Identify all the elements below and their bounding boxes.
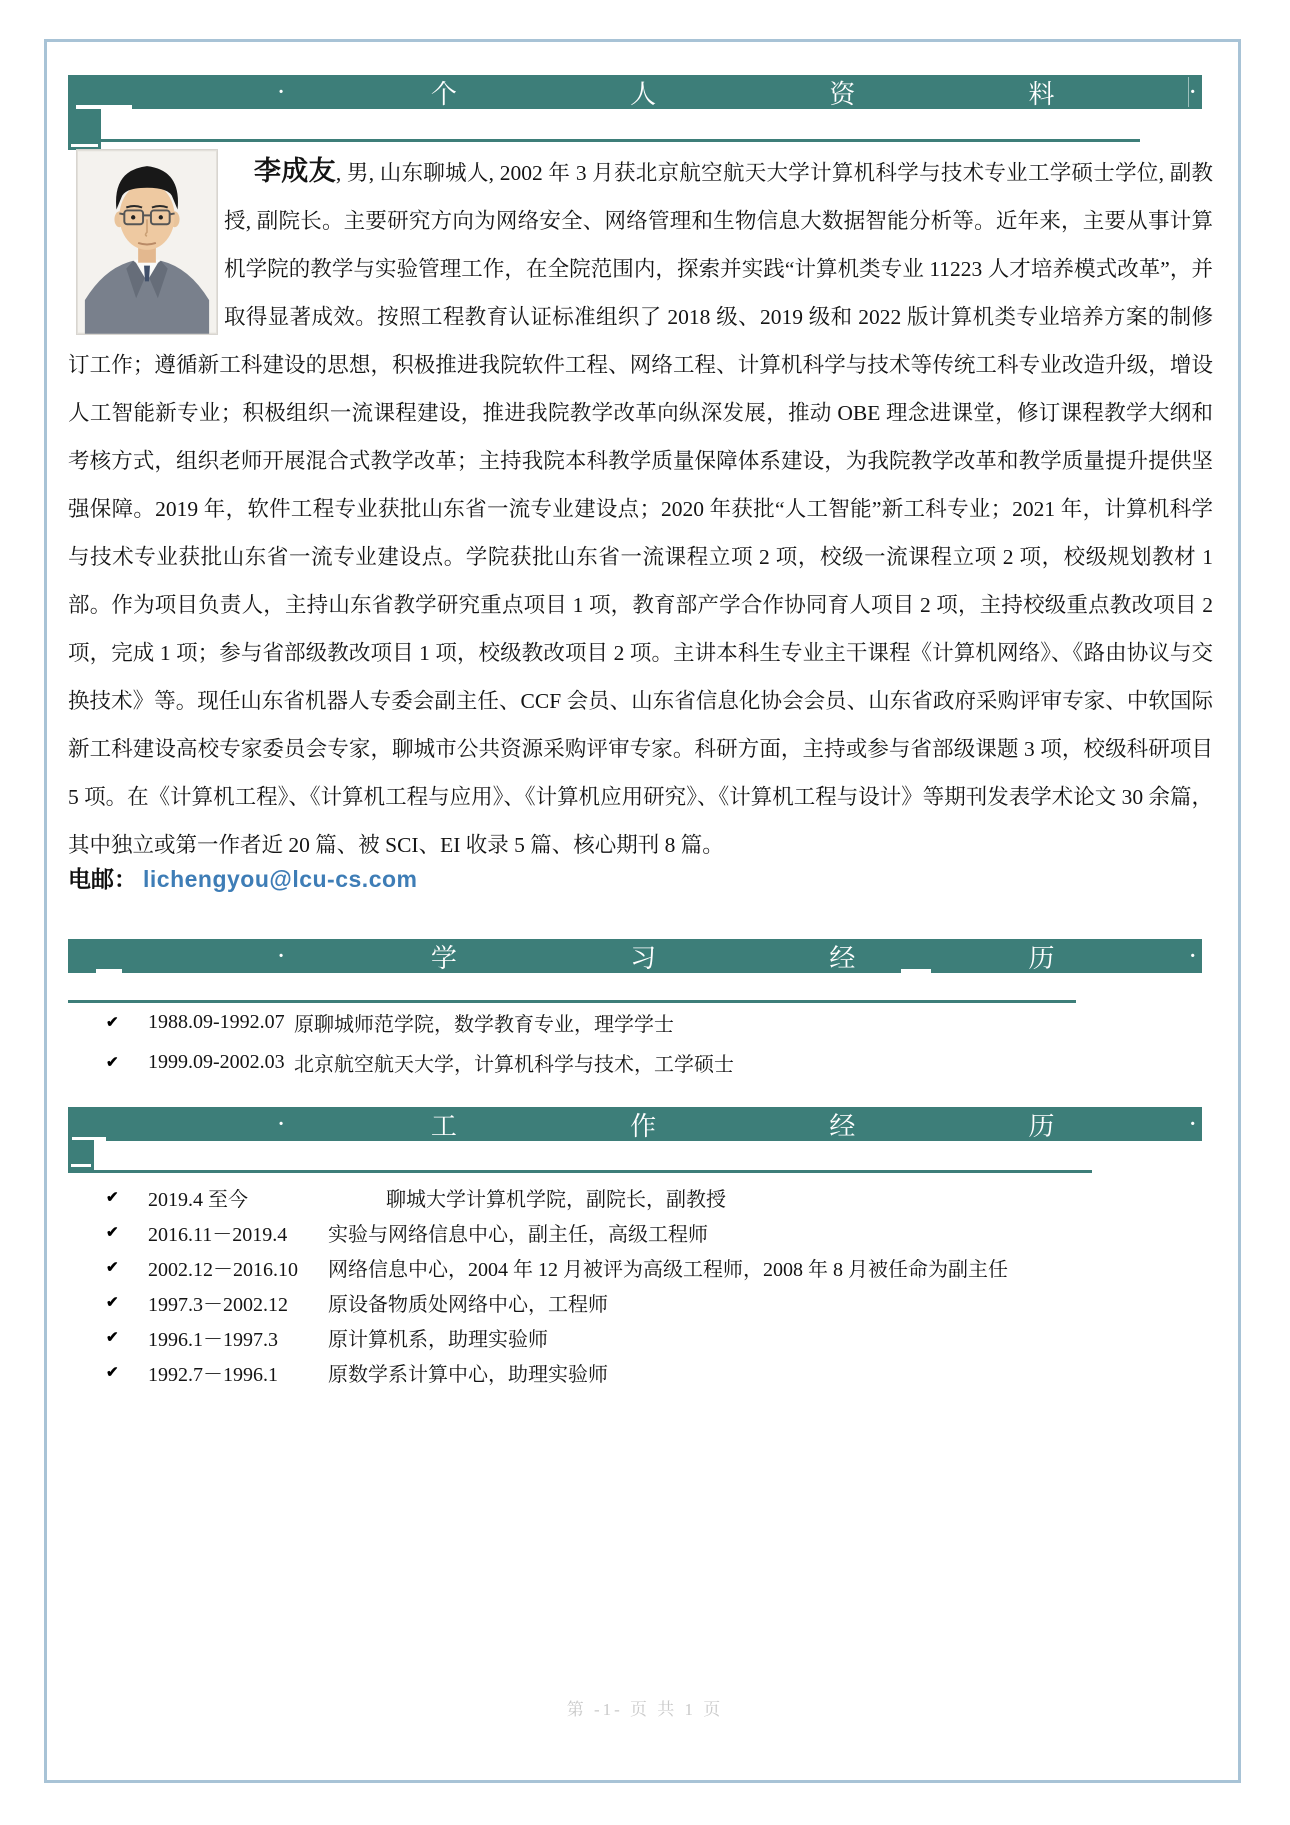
section-title-char: 经 [829,943,856,973]
bar-dot-right: · [1189,80,1196,103]
entry-date: 1997.3－2002.12 [148,1294,288,1316]
bar-dot-left: · [277,944,285,967]
checkmark-icon: ✔ [106,1225,119,1241]
bio-area [68,147,1213,869]
section-title-char: 工 [430,1111,457,1141]
section-title-char: 学 [430,943,457,973]
section-title-education [431,939,1055,973]
work-list [68,1180,1213,1390]
checkmark-icon: ✔ [106,1295,119,1311]
section-title-char: 历 [1028,1111,1055,1141]
section-title-char: 作 [630,1111,657,1141]
bar-dot-right: · [1189,944,1196,967]
work-entry [68,1215,1213,1250]
section-title-char: 资 [829,79,856,109]
section-title-personal-info [431,75,1055,109]
email-label: 电邮： [68,866,137,892]
entry-desc: 网络信息中心，2004 年 12 月被评为高级工程师，2008 年 8 月被任命为副主任 [328,1259,1008,1281]
section-divider-line [68,1170,1092,1173]
entry-desc: 北京航空航天大学，计算机科学与技术，工学硕士 [294,1053,734,1076]
entry-date: 2016.11－2019.4 [148,1224,288,1246]
email-link[interactable]: lichengyou@lcu-cs.com [143,866,418,892]
section-title-work [431,1107,1055,1141]
entry-date: 1999.09-2002.03 [148,1050,285,1073]
work-entry [68,1320,1213,1355]
checkmark-icon: ✔ [106,1054,119,1071]
entry-date: 1992.7－1996.1 [148,1364,278,1386]
entry-date: 2002.12－2016.10 [148,1259,298,1281]
section-title-char: 人 [630,79,657,109]
education-entry [68,1002,1213,1042]
bar-dot-left: · [277,1112,285,1135]
work-entry [68,1355,1213,1390]
checkmark-icon: ✔ [106,1014,119,1031]
person-name: 李成友 [254,156,336,186]
section-header-work [68,1107,1202,1141]
work-entry [68,1285,1213,1320]
bar-separator-line [1188,77,1189,107]
bio-text: , 男, 山东聊城人, 2002 年 3 月获北京航空航天大学计算机科学与技术专业工学硕士学位, 副教授, 副院长。主要研究方向为网络安全、网络管理和生物信息大数据智能分析等。近年来，主要从事计算机学院的教学与实验管理工作，在全院范围内，探索并实践“计算机类专业 11223 人才培养模式改革”，并取得显著成效。按照工程教育认证标准组织了 2018 级、2019 级和 2022 版计算机类专业培养方案的制修订工作；遵循新工科建设的思想，积极推进我院软件工程、网络工程、计算机科学与技术等传统工科专业改造升级，增设人工智能新专业；积极组织一流课程建设，推进我院教学改革向纵深发展，推动 OBE 理念进课堂，修订课程教学大纲和考核方式，组织老师开展混合式教学改革；主持我院本科教学质量保障体系建设，为我院教学改革和教学质量提升提供坚强保障。2019 年，软件工程专业获批山东省一流专业建设点；2020 年获批“人工智能”新工科专业；2021 年，计算机科学与技术专业获批山东省一流专业建设点。学院获批山东省一流课程立项 2 项，校级一流课程立项 2 项，校级规划教材 1 部。作为项目负责人，主持山东省教学研究重点项目 1 项，教育部产学合作协同育人项目 2 项，主持校级重点教改项目 2 项，完成 1 项；参与省部级教改项目 1 项，校级教改项目 2 项。主讲本科生专业主干课程《计算机网络》、《路由协议与交换技术》等。现任山东省机器人专委会副主任、CCF 会员、山东省信息化协会会员、山东省政府采购评审专家、中软国际新工科建设高校专家委员会专家，聊城市公共资源采购评审专家。科研方面，主持或参与省部级课题 3 项，校级科研项目 5 项。在《计算机工程》、《计算机工程与应用》、《计算机应用研究》、《计算机工程与设计》等期刊发表学术论文 30 余篇，其中独立或第一作者近 20 篇、被 SCI、EI 收录 5 篇、核心期刊 8 篇。 [68,161,1214,857]
checkmark-icon: ✔ [106,1260,119,1276]
entry-date: 1996.1－1997.3 [148,1329,278,1351]
entry-date: 2019.4 至今 [148,1189,248,1211]
section-title-char: 个 [430,79,457,109]
entry-desc: 原聊城师范学院，数学教育专业，理学学士 [294,1013,674,1036]
section-title-char: 经 [829,1111,856,1141]
checkmark-icon: ✔ [106,1365,119,1381]
section-title-char: 习 [630,943,657,973]
page-number-footer: 第 -1- 页 共 1 页 [566,1700,724,1719]
section-header-personal-info [68,75,1202,109]
checkmark-icon: ✔ [106,1330,119,1346]
bar-dot-left: · [277,80,285,103]
bio-paragraph [68,147,1213,869]
entry-date: 1988.09-1992.07 [148,1010,285,1033]
bar-white-dash [96,969,122,973]
work-entry [68,1180,1213,1215]
profile-photo [76,149,218,335]
entry-desc: 原计算机系，助理实验师 [328,1329,548,1351]
section-title-char: 历 [1028,943,1055,973]
bar-white-dash [901,969,931,973]
entry-desc: 原数学系计算中心，助理实验师 [328,1364,608,1386]
section-title-char: 料 [1028,79,1055,109]
entry-desc: 实验与网络信息中心，副主任，高级工程师 [328,1224,708,1246]
section-divider-line [68,139,1140,142]
education-list [68,1002,1213,1082]
checkmark-icon: ✔ [106,1190,119,1206]
entry-desc: 聊城大学计算机学院，副院长，副教授 [386,1189,726,1211]
work-entry [68,1250,1213,1285]
bar-corner-square [68,1140,94,1170]
portrait-illustration [77,150,217,334]
email-row [68,861,417,894]
entry-desc: 原设备物质处网络中心，工程师 [328,1294,608,1316]
education-entry [68,1042,1213,1082]
section-header-education [68,939,1202,973]
bar-dot-right: · [1189,1112,1196,1135]
bar-corner-square [68,109,101,150]
